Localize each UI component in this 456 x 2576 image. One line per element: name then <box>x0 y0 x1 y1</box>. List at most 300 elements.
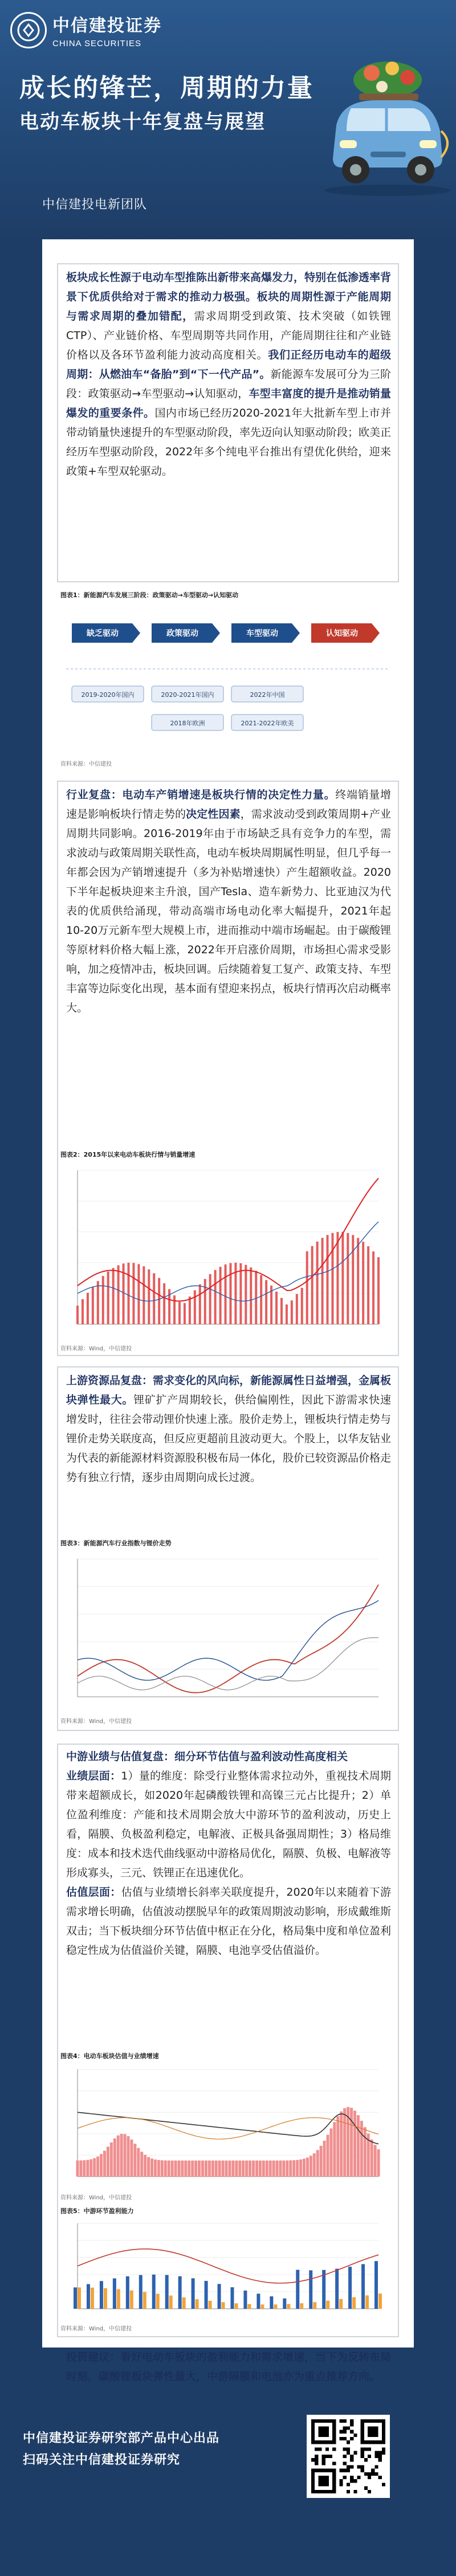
segment-b-bar <box>260 2304 264 2309</box>
qr-module <box>378 2476 382 2479</box>
qr-finder <box>318 2426 329 2437</box>
qr-module <box>382 2448 385 2451</box>
qr-module <box>343 2426 347 2430</box>
earnings-growth-bar <box>228 2161 231 2177</box>
segment-b-bar <box>326 2301 329 2309</box>
segment-b-bar <box>313 2302 316 2309</box>
qr-module <box>374 2455 378 2458</box>
profitability-chart <box>60 2215 396 2322</box>
qr-module <box>350 2430 353 2434</box>
intro-paragraph <box>66 268 391 481</box>
valuation-text: 估值与业绩增长斜率关联度提升，2020年以来随着下游需求增长明确，估值波动摆脱早年的政策周期波动影响，形成戴维斯双击；当下板块细分环节估值中枢正在分化，格局集中度和单位盈利稳定性成为估值溢价关键，隔膜、电池享受估值溢价。 <box>66 1886 392 1957</box>
industry-key: 决定性因素 <box>186 808 241 820</box>
segment-a-bar <box>256 2293 260 2309</box>
qr-module <box>374 2451 378 2455</box>
earnings-growth-bar <box>120 2134 123 2177</box>
sales-growth-bar <box>153 1273 155 1324</box>
earnings-growth-bar <box>279 2161 282 2177</box>
qr-module <box>374 2465 378 2468</box>
earnings-growth-bar <box>89 2159 92 2177</box>
valuation-label: 估值层面： <box>66 1886 121 1899</box>
qr-module <box>343 2430 347 2434</box>
qr-code-icon[interactable] <box>307 2415 390 2498</box>
sales-growth-bar <box>377 1257 380 1324</box>
qr-module <box>350 2465 353 2468</box>
sales-growth-bar <box>367 1246 369 1324</box>
sales-growth-bar <box>163 1283 165 1324</box>
segment-a-bar <box>230 2287 234 2309</box>
earnings-growth-bar <box>205 2161 207 2177</box>
period-label: 2021-2022年欧美 <box>241 720 294 727</box>
earnings-growth-bar <box>374 2145 377 2177</box>
earnings-growth-bar <box>272 2161 275 2177</box>
stage-label: 车型驱动 <box>246 629 278 638</box>
earnings-growth-bar <box>140 2152 143 2177</box>
segment-b-bar <box>209 2301 212 2309</box>
earnings-growth-bar <box>83 2160 85 2177</box>
segment-a-bar <box>374 2261 378 2309</box>
sales-growth-bar <box>178 1302 181 1324</box>
earnings-growth-bar <box>96 2157 99 2177</box>
figure-caption: 图表1：新能源汽车发展三阶段：政策驱动→车型驱动→认知驱动 <box>60 591 239 599</box>
earnings-growth-bar <box>157 2160 160 2177</box>
sales-growth-bar <box>194 1290 196 1324</box>
qr-module <box>340 2437 343 2440</box>
qr-module <box>347 2469 350 2472</box>
perf-label: 业绩层面： <box>66 1770 121 1782</box>
segment-b-bar <box>352 2297 356 2309</box>
qr-module <box>325 2455 329 2458</box>
sales-growth-bar <box>82 1299 84 1324</box>
earnings-growth-bar <box>198 2161 201 2177</box>
earnings-growth-bar <box>201 2161 204 2177</box>
qr-module <box>361 2469 364 2472</box>
segment-b-bar <box>247 2304 251 2309</box>
segment-a-bar <box>361 2264 365 2309</box>
qr-module <box>361 2451 364 2455</box>
qr-module <box>350 2455 353 2458</box>
earnings-growth-bar <box>211 2161 214 2177</box>
earnings-growth-bar <box>296 2160 299 2177</box>
lithium-price-chart <box>60 1548 396 1714</box>
qr-module <box>347 2490 350 2493</box>
qr-module <box>325 2448 329 2451</box>
qr-module <box>378 2455 382 2458</box>
qr-module <box>353 2451 357 2455</box>
intro-models: 车型丰富度的提升是推动销量爆发的重要条件。 <box>66 387 391 419</box>
segment-b-bar <box>143 2292 146 2309</box>
sales-growth-bar <box>291 1300 293 1324</box>
figure-source: 资料来源：中信建投 <box>60 761 112 768</box>
qr-module <box>371 2472 374 2476</box>
sales-growth-bar <box>239 1263 242 1324</box>
qr-module <box>343 2476 347 2479</box>
qr-module <box>374 2472 378 2476</box>
earnings-growth-bar <box>76 2161 79 2177</box>
sales-growth-bar <box>97 1281 99 1324</box>
qr-module <box>350 2479 353 2483</box>
earnings-growth-bar <box>333 2122 336 2177</box>
chart-bg <box>60 2215 396 2322</box>
intro-cycle: 板块的周期性源于产能周期与需求周期的叠加错配， <box>66 291 391 322</box>
qr-module <box>368 2472 371 2476</box>
qr-module <box>361 2455 364 2458</box>
segment-b-bar <box>339 2299 343 2309</box>
car-illustration-icon <box>319 46 450 228</box>
segment-b-bar <box>287 2304 290 2309</box>
earnings-growth-bar <box>343 2108 346 2177</box>
earnings-growth-bar <box>79 2161 82 2177</box>
qr-module <box>350 2437 353 2440</box>
earnings-growth-bar <box>238 2161 241 2177</box>
sales-growth-bar <box>219 1267 222 1324</box>
qr-module <box>322 2455 325 2458</box>
logo-icon <box>10 12 47 48</box>
intro-stages: 新能源车发展可分为三阶段：政策驱动→车型驱动→认知驱动， <box>66 368 391 400</box>
qr-module <box>347 2448 350 2451</box>
sales-growth-bar <box>214 1270 217 1324</box>
stage-label: 缺乏驱动 <box>87 629 119 638</box>
earnings-growth-bar <box>259 2161 262 2177</box>
qr-module <box>353 2490 357 2493</box>
qr-module <box>322 2458 325 2461</box>
sales-growth-bar <box>260 1275 262 1324</box>
valuation-chart <box>60 2060 396 2191</box>
earnings-growth-bar <box>327 2135 329 2177</box>
earnings-growth-bar <box>107 2147 109 2177</box>
intro-supercycle: 我们正经历电动车的超级周期：从燃油车“备胎”到“下一代产品”。 <box>66 349 391 381</box>
segment-b-bar <box>169 2296 173 2309</box>
stages-diagram <box>60 601 396 760</box>
industry-text-2: ，需求波动受到政策周期+产业周期共同影响。2016-2019年由于市场缺乏具有竞争力的车型，需求波动与政策周期关联性高，电动车板块周期属性明显，但几乎每一年都会因为产销增速提升（多为补贴增速快）产生超额收益。2020下半年起板块迎来主升浪，国产Tesla、造车新势力、比亚迪汉为代表的优质供给涌现，带动高端市场电动化率大幅提升，2021年起10-20万元新车型大规模上市，进而推动中端市场崛起。由于碳酸锂等原材料价格大幅上涨，2022年开启涨价周期，市场担心需求受影响，加之疫情冲击，板块回调。后续随着复工复产、政策支持、车型丰富等边际变化出现，基本面有望迎来拐点，板块行情再次启动概率大。 <box>66 808 392 1014</box>
earnings-growth-bar <box>137 2148 140 2177</box>
sales-growth-bar <box>112 1268 115 1324</box>
earnings-growth-bar <box>316 2150 319 2177</box>
sales-growth-bar <box>301 1288 303 1324</box>
segment-a-bar <box>270 2296 273 2309</box>
earnings-growth-bar <box>150 2158 153 2177</box>
perf-text: 1）量的维度：除受行业整体需求拉动外，重视技术周期带来超额成长，如2020年起磷酸铁锂和高镍三元占比提升；2）单位盈利维度：产能和技术周期会放大中游环节的盈利波动，历史上看，隔膜、负极盈利稳定，电解液、正极具备强周期性；3）格局维度：成本和技术迭代曲线驱动中游格局优化，隔膜、负极、电解液等形成寡头，三元、铁锂正在迅速优化。 <box>66 1770 392 1879</box>
qr-module <box>350 2458 353 2461</box>
logo-cn-text: 中信建投证券 <box>52 16 162 36</box>
earnings-growth-bar <box>103 2151 106 2177</box>
segment-a-bar <box>178 2276 182 2309</box>
earnings-growth-bar <box>130 2140 133 2177</box>
earnings-growth-bar <box>218 2161 221 2177</box>
segment-a-bar <box>296 2270 299 2309</box>
qr-module <box>340 2430 343 2434</box>
segment-a-bar <box>348 2267 352 2309</box>
intro-market: 国内市场已经历2020-2021年大批新车型上市并带动销量快速提升的车型驱动阶段，率先迈向认知驱动阶段；欧美正经历车型驱动阶段，2022年多个纯电平台推出有望优化供给，迎来政策+车型双轮驱动。 <box>66 407 392 477</box>
earnings-growth-bar <box>306 2158 309 2177</box>
figure-caption: 图表4：电动车板块估值与业绩增速 <box>60 2052 159 2060</box>
segment-a-bar <box>113 2279 116 2309</box>
sales-growth-bar <box>132 1263 135 1324</box>
qr-module <box>378 2451 382 2455</box>
figure-caption: 图表2：2015年以来电动车板块行情与销量增速 <box>60 1151 196 1158</box>
sales-growth-bar <box>117 1265 120 1324</box>
sales-growth-bar <box>199 1284 201 1324</box>
earnings-growth-bar <box>242 2161 245 2177</box>
sector-sales-chart <box>60 1159 396 1341</box>
qr-module <box>361 2448 364 2451</box>
upstream-lead: 上游资源品复盘：需求变化的风向标，新能源属性日益增强，金属板块弹性最大。 <box>66 1374 392 1406</box>
qr-module <box>332 2448 336 2451</box>
sales-growth-bar <box>306 1251 308 1324</box>
qr-module <box>315 2455 318 2458</box>
qr-module <box>340 2469 343 2472</box>
segment-b-bar <box>78 2288 81 2309</box>
qr-finder <box>368 2426 378 2437</box>
qr-module <box>364 2472 368 2476</box>
period-label: 2018年欧洲 <box>170 720 205 727</box>
segment-b-bar <box>117 2289 120 2309</box>
sales-growth-bar <box>347 1233 349 1324</box>
earnings-growth-bar <box>154 2159 157 2177</box>
period-label: 2022年中国 <box>250 691 285 699</box>
qr-module <box>364 2458 368 2461</box>
qr-module <box>347 2426 350 2430</box>
sales-growth-bar <box>316 1242 319 1324</box>
sales-growth-bar <box>362 1242 364 1324</box>
sales-growth-bar <box>137 1264 140 1324</box>
qr-module <box>315 2458 318 2461</box>
qr-module <box>353 2479 357 2483</box>
sales-growth-bar <box>92 1287 94 1324</box>
qr-module <box>311 2458 315 2461</box>
segment-b-bar <box>365 2295 369 2309</box>
qr-module <box>318 2448 321 2451</box>
figure-lithium <box>60 1538 396 1726</box>
sales-growth-bar <box>107 1272 109 1324</box>
earnings-growth-bar <box>262 2161 265 2177</box>
qr-module <box>343 2455 347 2458</box>
segment-b-bar <box>196 2299 199 2309</box>
sales-growth-bar <box>280 1298 283 1324</box>
sales-growth-bar <box>142 1266 145 1324</box>
figure-source: 资料来源：Wind，中信建投 <box>60 1718 132 1725</box>
segment-a-bar <box>283 2299 286 2309</box>
footer-follow: 扫码关注中信建投证券研究 <box>23 2453 181 2467</box>
qr-module <box>361 2465 364 2468</box>
qr-module <box>357 2476 360 2479</box>
qr-module <box>347 2440 350 2444</box>
figure-caption: 图表5：中游环节盈利能力 <box>60 2207 134 2215</box>
sales-growth-bar <box>102 1276 104 1324</box>
qr-module <box>343 2461 347 2465</box>
figure-sector-sales <box>60 1150 396 1355</box>
conclusion-paragraph <box>66 2348 391 2386</box>
earnings-growth-bar <box>181 2161 184 2177</box>
header-banner <box>0 0 456 239</box>
sales-growth-bar <box>311 1246 314 1324</box>
segment-a-bar <box>87 2284 90 2309</box>
industry-lead: 行业复盘：电动车产销增速是板块行情的决定性力量。 <box>66 789 336 801</box>
earnings-growth-bar <box>364 2127 367 2177</box>
sales-growth-bar <box>372 1251 374 1324</box>
earnings-growth-bar <box>100 2154 103 2177</box>
figure-source: 资料来源：Wind，中信建投 <box>60 1346 132 1352</box>
segment-a-bar <box>126 2276 129 2309</box>
qr-module <box>350 2423 353 2426</box>
segment-b-bar <box>234 2303 238 2309</box>
earnings-growth-bar <box>222 2161 225 2177</box>
sales-growth-bar <box>245 1265 247 1324</box>
sales-growth-bar <box>321 1238 324 1324</box>
earnings-growth-bar <box>184 2161 187 2177</box>
earnings-growth-bar <box>353 2110 356 2177</box>
sales-growth-bar <box>352 1235 354 1324</box>
earnings-growth-bar <box>357 2115 360 2177</box>
segment-a-bar <box>100 2281 103 2309</box>
sales-growth-bar <box>87 1293 89 1324</box>
earnings-growth-bar <box>235 2161 238 2177</box>
earnings-growth-bar <box>289 2161 292 2177</box>
segment-a-bar <box>192 2278 195 2309</box>
segment-b-bar <box>104 2288 107 2309</box>
earnings-growth-bar <box>174 2161 177 2177</box>
chart-bg <box>60 1159 396 1341</box>
sales-growth-bar <box>189 1297 191 1324</box>
sales-growth-bar <box>286 1304 288 1324</box>
intro-lead: 板块成长性源于电动车型推陈出新带来高爆发力，特别在低渗透率背景下优质供给对于需求的推动力极强。 <box>66 271 392 303</box>
qr-module <box>332 2461 336 2465</box>
footer-producer: 中信建投证券研究部产品中心出品 <box>23 2431 220 2446</box>
segment-a-bar <box>165 2275 169 2309</box>
earnings-growth-bar <box>110 2142 113 2177</box>
segment-b-bar <box>156 2294 160 2309</box>
qr-module <box>347 2451 350 2455</box>
segment-a-bar <box>74 2288 77 2309</box>
earnings-growth-bar <box>231 2161 234 2177</box>
earnings-growth-bar <box>144 2155 146 2177</box>
earnings-growth-bar <box>329 2129 332 2177</box>
qr-module <box>343 2448 347 2451</box>
qr-module <box>364 2487 368 2490</box>
author-team: 中信建投电新团队 <box>42 198 148 212</box>
earnings-growth-bar <box>320 2146 323 2177</box>
qr-module <box>347 2465 350 2468</box>
midstream-lead: 中游业绩与估值复盘：细分环节估值与盈利波动性高度相关 <box>66 1750 348 1763</box>
earnings-growth-bar <box>168 2161 170 2177</box>
qr-module <box>329 2455 332 2458</box>
earnings-growth-bar <box>313 2153 316 2177</box>
earnings-growth-bar <box>303 2159 306 2177</box>
sales-growth-bar <box>327 1235 329 1324</box>
industry-paragraph <box>66 785 391 1018</box>
sales-growth-bar <box>173 1295 176 1324</box>
stage-label: 政策驱动 <box>166 629 198 638</box>
earnings-growth-bar <box>286 2161 288 2177</box>
sales-growth-bar <box>265 1280 267 1324</box>
qr-module <box>353 2434 357 2437</box>
qr-module <box>368 2455 371 2458</box>
earnings-growth-bar <box>188 2161 190 2177</box>
sales-growth-bar <box>296 1294 298 1324</box>
sales-growth-bar <box>209 1274 211 1324</box>
earnings-growth-bar <box>336 2116 339 2177</box>
figure-stages <box>60 590 396 767</box>
segment-a-bar <box>309 2270 312 2309</box>
earnings-growth-bar <box>127 2136 129 2177</box>
earnings-growth-bar <box>323 2141 326 2177</box>
earnings-growth-bar <box>147 2157 150 2177</box>
earnings-growth-bar <box>276 2161 279 2177</box>
earnings-growth-bar <box>310 2156 312 2177</box>
earnings-growth-bar <box>194 2161 197 2177</box>
earnings-growth-bar <box>292 2160 295 2177</box>
upstream-text: 锂矿扩产周期较长，供给偏刚性，因此下游需求快速增发时，往往会带动锂价快速上涨。股价走势上，锂板块行情走势与锂价走势关联度高，但反应更超前且波动更大。个股上，以华友钴业为代表的新能源材料资源股积极布局一体化，股价已较资源品价格走势有独立行情，逐步由周期向成长过渡。 <box>66 1394 392 1484</box>
sales-growth-bar <box>255 1271 257 1324</box>
segment-b-bar <box>130 2291 133 2309</box>
earnings-growth-bar <box>377 2149 380 2177</box>
qr-finder <box>318 2476 329 2487</box>
sales-growth-bar <box>148 1269 150 1324</box>
sales-growth-bar <box>204 1279 206 1324</box>
earnings-growth-bar <box>171 2161 174 2177</box>
qr-module <box>343 2419 347 2423</box>
earnings-growth-bar <box>113 2138 116 2177</box>
sales-growth-bar <box>275 1292 278 1324</box>
qr-module <box>357 2465 360 2468</box>
period-label: 2020-2021年国内 <box>161 691 214 699</box>
earnings-growth-bar <box>225 2161 228 2177</box>
qr-module <box>382 2451 385 2455</box>
sales-growth-bar <box>341 1232 344 1324</box>
earnings-growth-bar <box>282 2161 285 2177</box>
conclusion-text: 投资建议：看好电动车板块的盈利能力和需求增速，当下为反转布局时刻，碳酸锂板块弹性最大，中游隔膜和电池亦为重点推荐方向。 <box>66 2351 392 2383</box>
earnings-growth-bar <box>86 2160 89 2177</box>
sales-growth-bar <box>76 1306 79 1324</box>
earnings-growth-bar <box>191 2161 194 2177</box>
qr-module <box>343 2469 347 2472</box>
earnings-growth-bar <box>266 2161 268 2177</box>
segment-a-bar <box>139 2275 142 2309</box>
brand-logo <box>10 11 162 48</box>
earnings-growth-bar <box>269 2161 272 2177</box>
earnings-growth-bar <box>93 2158 96 2177</box>
qr-module <box>340 2483 343 2486</box>
earnings-growth-bar <box>177 2161 180 2177</box>
earnings-growth-bar <box>164 2161 167 2177</box>
earnings-growth-bar <box>124 2134 127 2177</box>
figure-profitability <box>60 2206 396 2332</box>
qr-module <box>368 2448 371 2451</box>
sales-growth-bar <box>357 1238 359 1324</box>
earnings-growth-bar <box>370 2140 373 2177</box>
figure-source: 资料来源：Wind，中信建投 <box>60 2326 132 2332</box>
page-subtitle: 电动车板块十年复盘与展望 <box>19 111 266 133</box>
segment-a-bar <box>218 2284 221 2309</box>
period-label: 2019-2020年国内 <box>81 691 135 699</box>
sales-growth-bar <box>336 1232 339 1324</box>
segment-b-bar <box>378 2293 382 2309</box>
qr-module <box>350 2419 353 2423</box>
segment-b-bar <box>300 2303 303 2309</box>
qr-module <box>340 2419 343 2423</box>
sales-growth-bar <box>225 1264 227 1324</box>
earnings-growth-bar <box>249 2161 251 2177</box>
segment-a-bar <box>335 2269 339 2309</box>
qr-module <box>378 2458 382 2461</box>
earnings-growth-bar <box>208 2161 211 2177</box>
figure-valuation <box>60 2051 396 2199</box>
sales-growth-bar <box>184 1303 186 1324</box>
earnings-growth-bar <box>215 2161 218 2177</box>
qr-module <box>315 2448 318 2451</box>
earnings-growth-bar <box>117 2136 120 2177</box>
segment-b-bar <box>182 2297 186 2309</box>
